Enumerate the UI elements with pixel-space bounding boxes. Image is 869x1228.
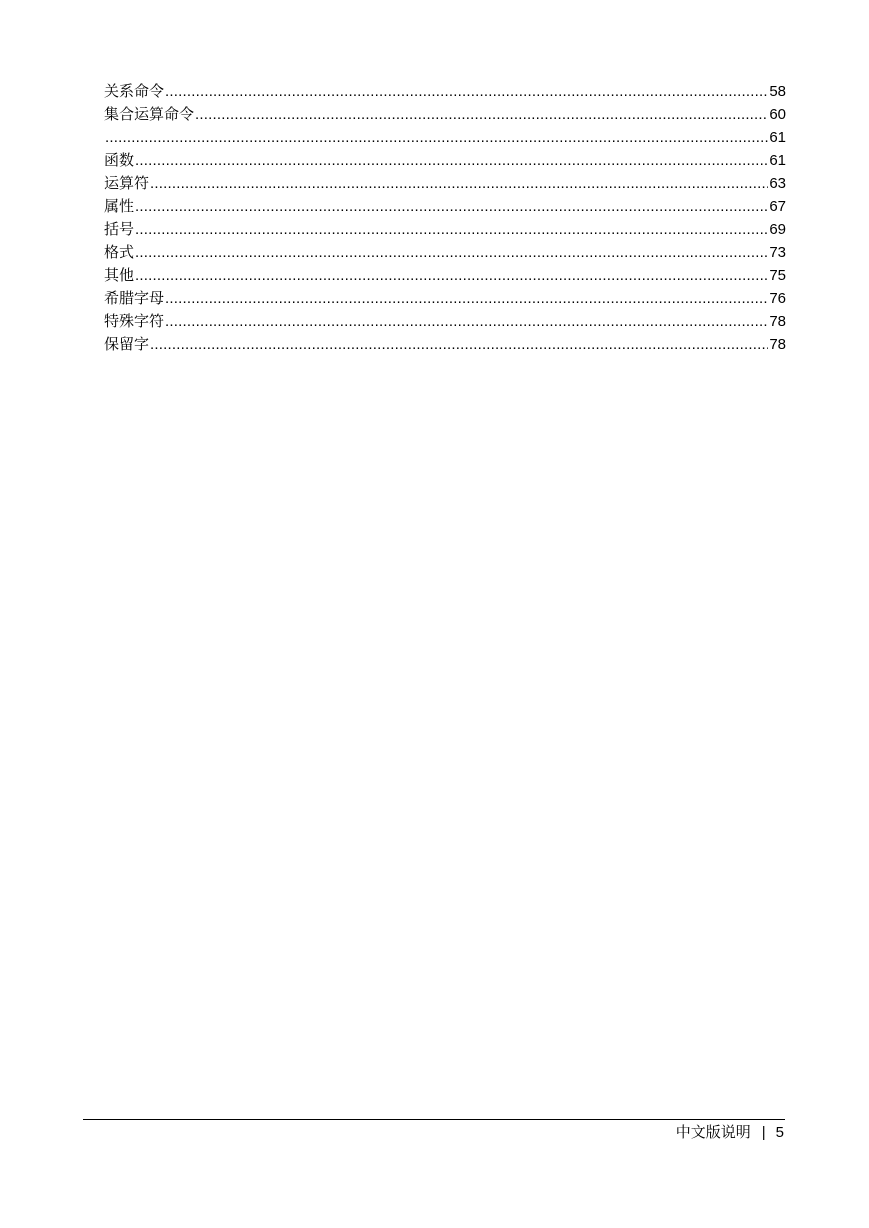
toc-entry-title: 其他	[104, 267, 135, 284]
toc-dot-leader	[105, 126, 768, 149]
toc-entry[interactable]	[104, 310, 786, 333]
toc-dot-leader	[165, 310, 768, 333]
footer-divider	[83, 1119, 785, 1120]
toc-entry-title: 函数	[104, 152, 135, 169]
toc-entry[interactable]	[104, 218, 786, 241]
toc-entry-page: 63	[769, 175, 786, 192]
toc-entry[interactable]	[104, 333, 786, 356]
toc-entry-title: 运算符	[104, 175, 150, 192]
toc-entry-page: 58	[769, 83, 786, 100]
toc-dot-leader	[135, 218, 768, 241]
toc-entry[interactable]	[104, 195, 786, 218]
toc-entry[interactable]	[104, 80, 786, 103]
toc-entry-page: 75	[769, 267, 786, 284]
toc-entry-page: 78	[769, 336, 786, 353]
toc-entry-title: 特殊字符	[104, 313, 165, 330]
toc-dot-leader	[135, 195, 768, 218]
toc-entry-page: 60	[769, 106, 786, 123]
footer-separator: |	[761, 1124, 766, 1141]
toc-entry-title: 希腊字母	[104, 290, 165, 307]
toc-entry-title: 集合运算命令	[104, 106, 195, 123]
toc-entry-title: 括号	[104, 221, 135, 238]
toc-dot-leader	[135, 241, 768, 264]
toc-entry[interactable]	[104, 172, 786, 195]
table-of-contents	[104, 80, 786, 356]
toc-entry-page: 61	[769, 152, 786, 169]
toc-dot-leader	[195, 103, 768, 126]
footer-page-number: 5	[775, 1124, 784, 1141]
toc-entry[interactable]	[104, 241, 786, 264]
toc-entry-title: 关系命令	[104, 83, 165, 100]
toc-dot-leader	[150, 333, 768, 356]
page-footer	[676, 1123, 784, 1143]
toc-entry-page: 69	[769, 221, 786, 238]
toc-dot-leader	[135, 264, 768, 287]
toc-entry-page: 73	[769, 244, 786, 261]
toc-entry[interactable]	[104, 103, 786, 126]
toc-entry-page: 61	[769, 129, 786, 146]
toc-entry-page: 76	[769, 290, 786, 307]
toc-entry-page: 67	[769, 198, 786, 215]
toc-dot-leader	[165, 80, 768, 103]
toc-entry-title: 保留字	[104, 336, 150, 353]
footer-doc-label: 中文版说明	[675, 1124, 751, 1141]
toc-entry[interactable]	[104, 126, 786, 149]
toc-dot-leader	[150, 172, 768, 195]
toc-dot-leader	[165, 287, 768, 310]
toc-entry[interactable]	[104, 264, 786, 287]
toc-dot-leader	[135, 149, 768, 172]
toc-entry[interactable]	[104, 287, 786, 310]
toc-entry-page: 78	[769, 313, 786, 330]
toc-entry-title: 格式	[104, 244, 135, 261]
toc-entry[interactable]	[104, 149, 786, 172]
toc-entry-title: 属性	[104, 198, 135, 215]
